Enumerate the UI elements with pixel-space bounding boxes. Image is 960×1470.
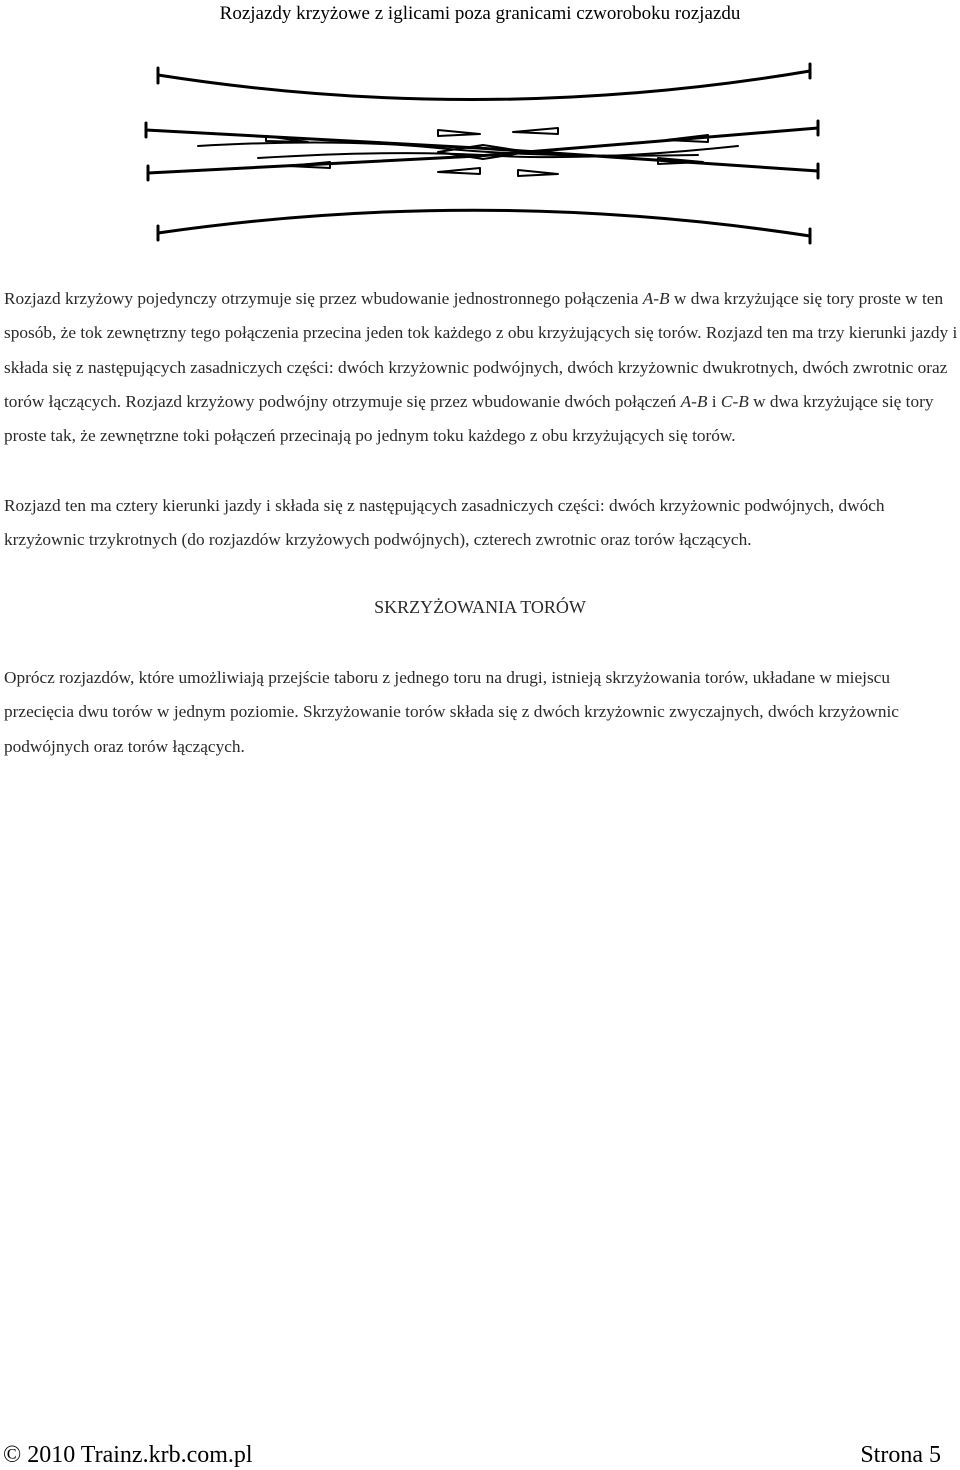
paragraph1-text1: Rozjazd krzyżowy pojedynczy otrzymuje się przez wbudowanie jednostronnego połączenia [4,289,643,308]
page-footer [3,1440,941,1470]
double-slip-switch-icon [138,58,828,248]
paragraph1-text3: i [707,391,721,411]
footer-copyright: © 2010 Trainz.krb.com.pl [3,1442,253,1468]
paragraph1-text2: w dwa krzyżujące się tory proste w ten sposób, że tok zewnętrzny tego połączenia przecina jeden tok każdego z obu krzyżujących się torów. Rozjazd ten ma trzy kierunki jazdy i składa się z następujących zasadniczych części: dwóch krzyżownic podwójnych, dwóch krzyżownic dwukrotnych, dwóch zwrotnic oraz torów łączących. Rozjazd krzyżowy podwójny otrzymuje się przez wbudowanie dwóch połączeń [4,289,958,411]
footer-page-number: Strona 5 [860,1442,941,1468]
paragraph-crossings: Oprócz rozjazdów, które umożliwiają przejście taboru z jednego toru na drugi, istnieją skrzyżowania torów, układane w miejscu przecięcia dwu torów w jednym poziomie. Skrzyżowanie torów składa się z dwóch krzyżownic zwyczajnych, dwóch krzyżownic podwójnych oraz torów łączących. [4,668,899,756]
paragraph-four-directions: Rozjazd ten ma cztery kierunki jazdy i składa się z następujących zasadniczych części: dwóch krzyżownic podwójnych, dwóch krzyżownic trzykrotnych (do rozjazdów krzyżowych podwójnych), czterech zwrotnic oraz torów łączących. [4,496,885,550]
double-slip-switch-diagram [138,58,828,248]
page-header: Rozjazdy krzyżowe z iglicami poza granicami czworoboku rozjazdu [219,3,741,24]
connection-cb: C-B [720,391,749,411]
connection-ab: A-B [642,289,670,308]
paragraph-double-slip [4,282,958,453]
paragraph1-text4: w dwa krzyżujące się tory proste tak, że zewnętrzne toki połączeń przecinają po jednym toku każdego z obu krzyżujących się torów. [4,391,934,446]
section-heading: SKRZYŻOWANIA TORÓW [374,597,586,617]
connection-ab-2: A-B [680,391,708,411]
